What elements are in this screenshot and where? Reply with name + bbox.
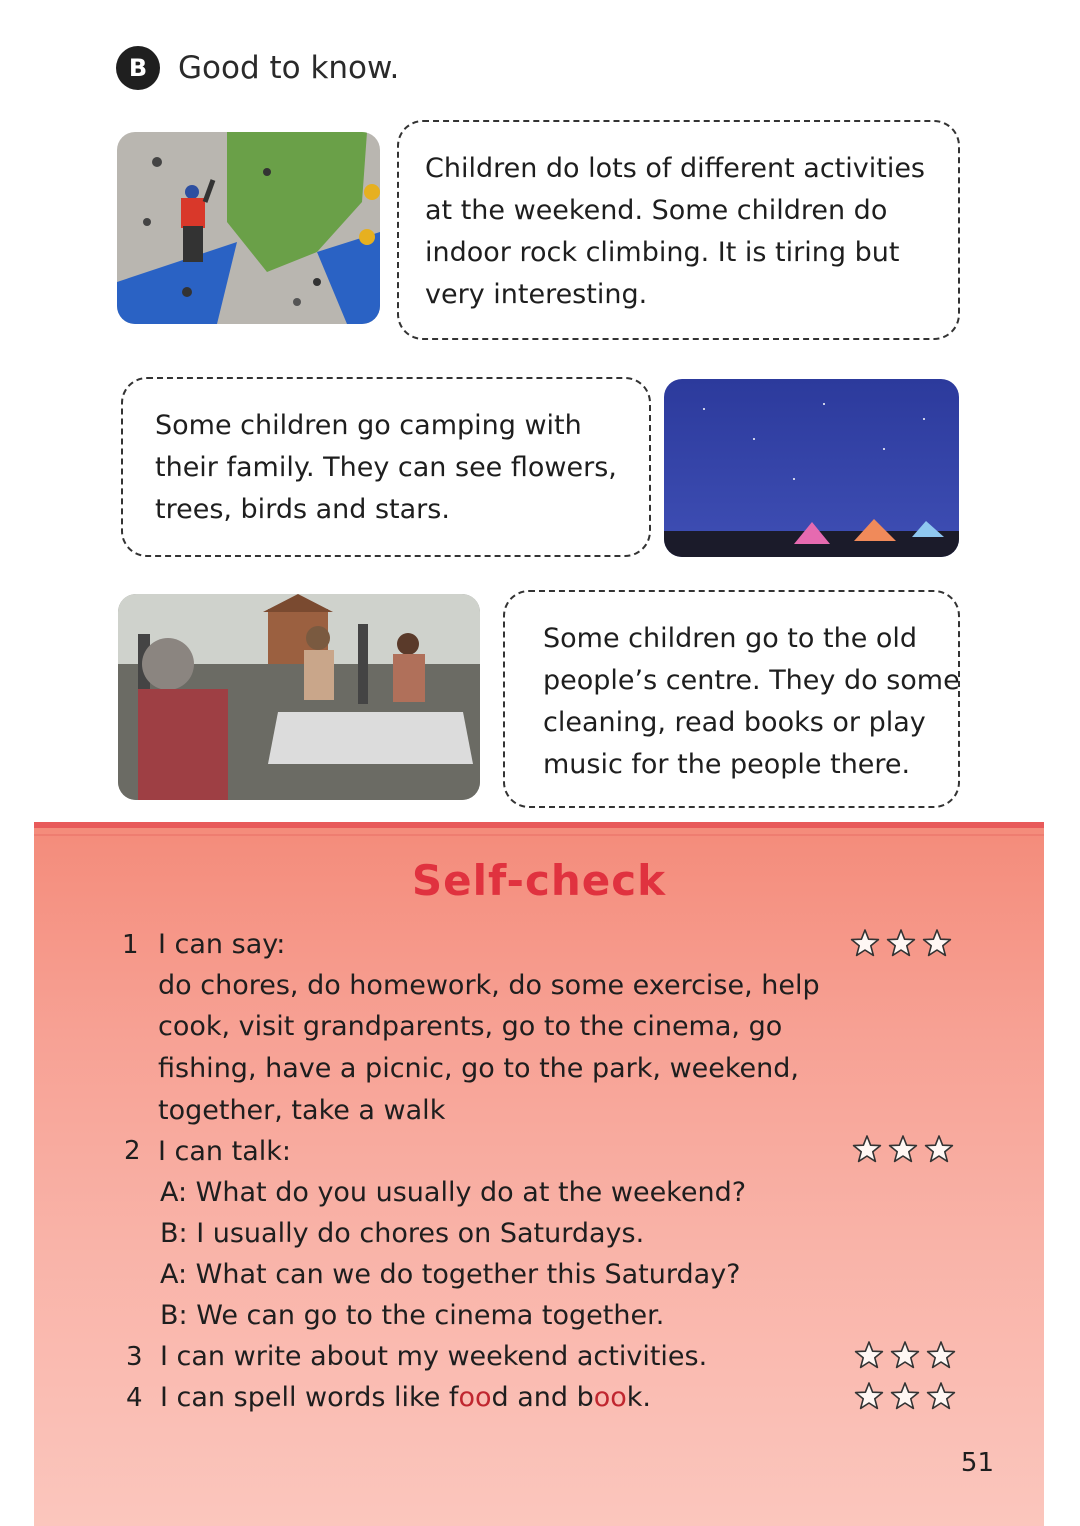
item-line: B: We can go to the cinema together. bbox=[160, 1300, 665, 1331]
item-line: do chores, do homework, do some exercise, help bbox=[158, 970, 820, 1001]
highlighted-letters: oo bbox=[593, 1382, 627, 1413]
text-line: indoor rock climbing. It is tiring but bbox=[425, 237, 900, 268]
camping-textbox bbox=[121, 377, 651, 557]
text-line: people’s centre. They do some bbox=[543, 665, 960, 696]
rock-climbing-photo bbox=[117, 132, 380, 324]
item-number: 2 bbox=[124, 1136, 141, 1166]
star-outline-icon[interactable] bbox=[926, 1340, 956, 1370]
text-line: very interesting. bbox=[425, 279, 648, 310]
item-line: A: What can we do together this Saturday? bbox=[160, 1259, 741, 1290]
item-heading bbox=[160, 1377, 651, 1418]
text-part: I can spell words like f bbox=[160, 1382, 459, 1413]
item-heading: I can write about my weekend activities. bbox=[160, 1341, 708, 1372]
divider bbox=[34, 834, 1044, 836]
item-number: 1 bbox=[122, 930, 139, 960]
text-line: trees, birds and stars. bbox=[155, 494, 450, 525]
section-badge: B bbox=[116, 46, 160, 90]
star-outline-icon[interactable] bbox=[890, 1340, 920, 1370]
self-check-title: Self-check bbox=[411, 856, 667, 905]
text-line: Some children go camping with bbox=[155, 410, 582, 441]
star-outline-icon[interactable] bbox=[922, 928, 952, 958]
text-line: their family. They can see flowers, bbox=[155, 452, 617, 483]
rock-climbing-textbox bbox=[397, 120, 960, 340]
item-heading: I can talk: bbox=[158, 1136, 291, 1167]
star-outline-icon[interactable] bbox=[926, 1381, 956, 1411]
rating-stars[interactable] bbox=[854, 1381, 956, 1411]
rating-stars[interactable] bbox=[854, 1340, 956, 1370]
section-title: Good to know. bbox=[178, 50, 400, 86]
old-peoples-centre-photo bbox=[118, 594, 480, 800]
camping-photo bbox=[664, 379, 959, 557]
item-line: A: What do you usually do at the weekend? bbox=[160, 1177, 747, 1208]
text-line: Children do lots of different activities bbox=[425, 153, 926, 184]
section-header bbox=[116, 46, 399, 90]
page-number: 51 bbox=[960, 1448, 994, 1478]
text-line: at the weekend. Some children do bbox=[425, 195, 888, 226]
rating-stars[interactable] bbox=[852, 1134, 954, 1164]
item-line: B: I usually do chores on Saturdays. bbox=[160, 1218, 645, 1249]
item-line: cook, visit grandparents, go to the cinema, go bbox=[158, 1011, 783, 1042]
highlighted-letters: oo bbox=[458, 1382, 492, 1413]
item-number: 4 bbox=[126, 1383, 143, 1413]
star-outline-icon[interactable] bbox=[850, 928, 880, 958]
star-outline-icon[interactable] bbox=[888, 1134, 918, 1164]
star-outline-icon[interactable] bbox=[890, 1381, 920, 1411]
text-part: d and b bbox=[491, 1382, 594, 1413]
divider bbox=[34, 822, 1044, 828]
item-heading: I can say: bbox=[158, 929, 286, 960]
self-check-panel bbox=[34, 822, 1044, 1526]
item-line: together, take a walk bbox=[158, 1095, 446, 1126]
text-line: music for the people there. bbox=[543, 749, 911, 780]
text-line: cleaning, read books or play bbox=[543, 707, 926, 738]
star-outline-icon[interactable] bbox=[852, 1134, 882, 1164]
item-line: fishing, have a picnic, go to the park, weekend, bbox=[158, 1053, 799, 1084]
item-number: 3 bbox=[126, 1342, 143, 1372]
star-outline-icon[interactable] bbox=[924, 1134, 954, 1164]
star-outline-icon[interactable] bbox=[886, 928, 916, 958]
star-outline-icon[interactable] bbox=[854, 1340, 884, 1370]
star-outline-icon[interactable] bbox=[854, 1381, 884, 1411]
text-part: k. bbox=[626, 1382, 651, 1413]
text-line: Some children go to the old bbox=[543, 623, 918, 654]
rating-stars[interactable] bbox=[850, 928, 952, 958]
old-peoples-centre-textbox bbox=[503, 590, 960, 808]
